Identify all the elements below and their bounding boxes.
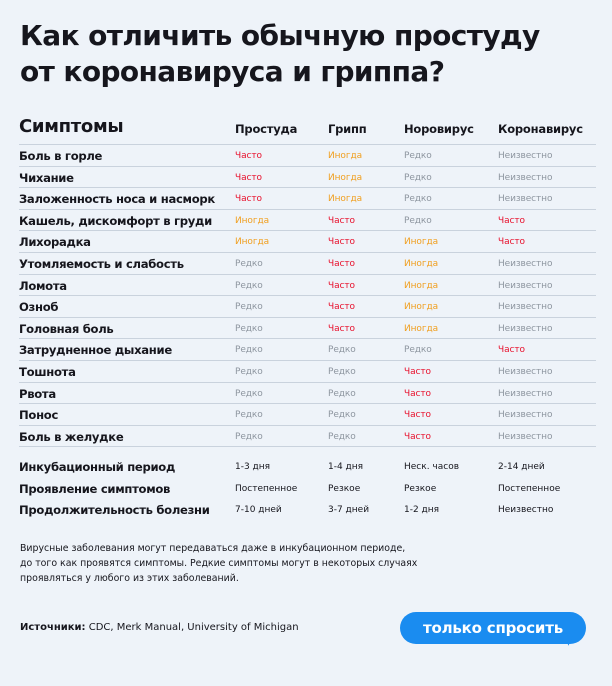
symptom-value: Иногда: [328, 172, 362, 183]
brand-badge: только спросить: [400, 612, 586, 644]
symptom-value: Часто: [235, 172, 262, 183]
extra-row-name: Проявление симптомов: [19, 481, 171, 496]
sources-text: CDC, Merk Manual, University of Michigan: [85, 622, 299, 633]
symptom-value: Часто: [328, 237, 355, 248]
extra-row-value: 2-14 дней: [498, 462, 545, 472]
extra-row-value: Неизвестно: [498, 505, 554, 516]
extra-row-value: Резкое: [404, 483, 437, 494]
symptom-value: Часто: [235, 194, 262, 205]
symptom-value: Редко: [328, 388, 356, 399]
symptom-value: Редко: [235, 431, 263, 442]
title-line-1: Как отличить обычную простуду: [20, 19, 540, 52]
symptom-value: Редко: [235, 280, 263, 291]
table-row: [19, 253, 596, 275]
header-norovirus: Норовирус: [404, 122, 474, 136]
symptom-value: Редко: [235, 302, 263, 313]
extra-table: [19, 458, 596, 523]
extra-row-value: Постепенное: [235, 483, 298, 494]
sources-label: Источники:: [20, 622, 86, 633]
symptom-value: Иногда: [404, 323, 438, 334]
header-cold: Простуда: [235, 122, 298, 136]
symptom-name: Боль в горле: [19, 149, 103, 163]
table-row: [19, 296, 596, 318]
symptom-value: Неизвестно: [498, 151, 553, 161]
symptom-value: Редко: [235, 258, 263, 269]
table-row: [19, 210, 596, 232]
symptom-value: Часто: [404, 410, 431, 421]
symptom-value: Редко: [404, 345, 432, 356]
sources: [20, 622, 299, 633]
symptom-name: Кашель, дискомфорт в груди: [19, 213, 212, 228]
symptom-value: Редко: [404, 215, 432, 226]
symptom-value: Иногда: [235, 215, 269, 226]
extra-row: [19, 501, 596, 523]
table-row: [19, 231, 596, 253]
extra-row-value: Неск. часов: [404, 462, 460, 472]
symptom-value: Неизвестно: [498, 280, 553, 291]
symptom-value: Редко: [328, 366, 356, 377]
table-row: [19, 167, 596, 189]
symptom-value: Неизвестно: [498, 302, 553, 313]
symptom-name: Утомляемость и слабость: [19, 256, 184, 271]
symptom-value: Редко: [235, 410, 263, 421]
symptom-value: Часто: [498, 237, 525, 248]
symptom-value: Неизвестно: [498, 388, 553, 399]
symptom-value: Часто: [328, 280, 355, 291]
symptom-value: Редко: [235, 345, 263, 356]
symptom-name: Заложенность носа и насморк: [19, 192, 215, 207]
extra-row-name: Продолжительность болезни: [19, 503, 210, 518]
table-row: [19, 383, 596, 405]
table-row: [19, 361, 596, 383]
extra-row-value: 1-4 дня: [328, 462, 364, 472]
symptom-value: Неизвестно: [498, 366, 553, 377]
symptom-value: Иногда: [328, 151, 362, 161]
extra-row-value: 1-3 дня: [235, 462, 271, 472]
symptom-name: Чихание: [19, 170, 74, 185]
symptom-name: Головная боль: [19, 321, 114, 336]
footnote-line-2: до того как проявятся симптомы. Редкие симптомы могут в некоторых случаях: [20, 558, 418, 569]
symptom-value: Часто: [328, 215, 355, 226]
symptom-name: Ломота: [19, 278, 67, 293]
symptom-value: Редко: [328, 410, 356, 421]
symptom-value: Неизвестно: [498, 194, 553, 205]
header-flu: Грипп: [328, 122, 367, 136]
symptom-value: Часто: [404, 388, 431, 399]
symptom-value: Редко: [328, 345, 356, 356]
symptom-value: Часто: [404, 366, 431, 377]
header-symptoms: Симптомы: [19, 116, 124, 137]
symptom-value: Иногда: [328, 194, 362, 205]
table-body: [19, 145, 596, 447]
table-row: [19, 188, 596, 210]
symptom-value: Редко: [404, 194, 432, 205]
symptom-name: Рвота: [19, 386, 56, 401]
symptom-value: Редко: [404, 151, 432, 161]
table-row: [19, 404, 596, 426]
symptom-value: Неизвестно: [498, 258, 553, 269]
symptom-value: Часто: [328, 258, 355, 269]
symptom-name: Тошнота: [19, 364, 76, 379]
symptom-value: Часто: [328, 302, 355, 313]
symptom-value: Иногда: [404, 258, 438, 269]
symptom-value: Иногда: [404, 280, 438, 291]
symptom-value: Неизвестно: [498, 410, 553, 421]
table-header: [19, 116, 596, 145]
symptom-value: Редко: [235, 388, 263, 399]
symptom-name: Лихорадка: [19, 235, 91, 250]
symptoms-table: [19, 116, 596, 447]
extra-row-value: 7-10 дней: [235, 505, 282, 516]
symptom-value: Часто: [498, 215, 525, 226]
extra-row-value: Постепенное: [498, 483, 561, 494]
symptom-value: Неизвестно: [498, 431, 553, 442]
extra-row-value: 1-2 дня: [404, 505, 440, 516]
symptom-value: Часто: [328, 323, 355, 334]
symptom-value: Часто: [235, 151, 262, 161]
extra-row-name: Инкубационный период: [19, 460, 176, 474]
title-line-2: от коронавируса и гриппа?: [20, 55, 445, 88]
symptom-value: Неизвестно: [498, 323, 553, 334]
symptom-value: Редко: [404, 172, 432, 183]
header-coronavirus: Коронавирус: [498, 122, 583, 136]
table-row: [19, 145, 596, 167]
symptom-value: Редко: [328, 431, 356, 442]
table-row: [19, 339, 596, 361]
symptom-name: Боль в желудке: [19, 429, 124, 444]
symptom-value: Редко: [235, 323, 263, 334]
symptom-name: Понос: [19, 408, 59, 423]
table-row: [19, 426, 596, 448]
extra-row: [19, 480, 596, 502]
table-row: [19, 275, 596, 297]
symptom-value: Иногда: [404, 237, 438, 248]
symptom-value: Редко: [235, 366, 263, 377]
extra-row-value: 3-7 дней: [328, 505, 370, 516]
symptom-value: Иногда: [404, 302, 438, 313]
symptom-value: Иногда: [235, 237, 269, 248]
extra-row-value: Резкое: [328, 483, 361, 494]
extra-row: [19, 458, 596, 480]
footnote-line-1: Вирусные заболевания могут передаваться даже в инкубационном периоде,: [20, 543, 406, 554]
symptom-value: Часто: [404, 431, 431, 442]
symptom-name: Затрудненное дыхание: [19, 343, 172, 358]
footnote: [20, 541, 470, 586]
symptom-name: Озноб: [19, 300, 59, 315]
symptom-value: Часто: [498, 345, 525, 356]
table-row: [19, 318, 596, 340]
page-title: [20, 18, 580, 90]
symptom-value: Неизвестно: [498, 172, 553, 183]
footnote-line-3: проявляться у любого из этих заболеваний.: [20, 573, 239, 584]
